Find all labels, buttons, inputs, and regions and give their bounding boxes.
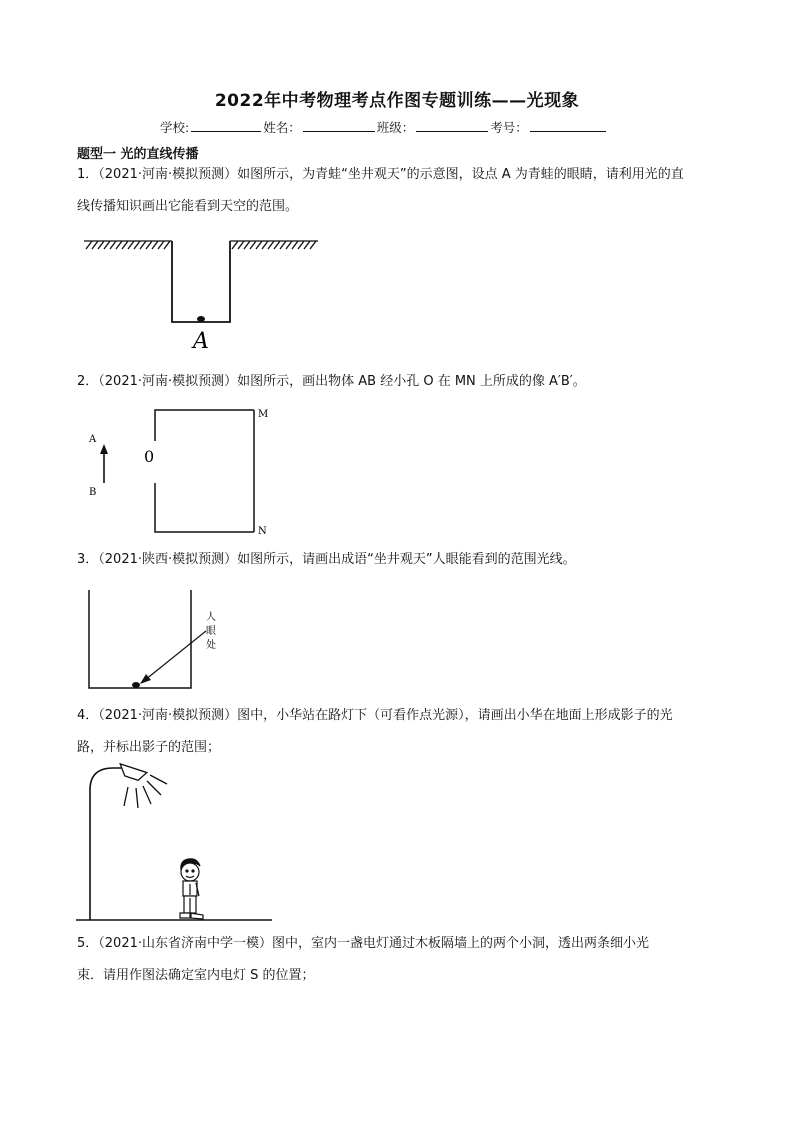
label-n: N [258, 526, 267, 537]
question-5-line-1: 5．（2021·山东省济南中学一模）图中，室内一盏电灯通过木板隔墙上的两个小洞，透出两条细小光 [77, 936, 649, 951]
light-rays [124, 775, 167, 808]
boy-figure [180, 859, 203, 919]
question-4-line-1: 4．（2021·河南·模拟预测）图中，小华站在路灯下（可看作点光源），请画出小华在地面上形成影子的光 [77, 708, 673, 723]
label-b: B [89, 487, 97, 498]
exam-no-label: 考号： [490, 120, 528, 135]
section-heading: 题型一 光的直线传播 [77, 147, 199, 162]
question-2-line-1: 2．（2021·河南·模拟预测）如图所示，画出物体 AB 经小孔 O 在 MN 上所成的像 A′B′。 [77, 374, 586, 389]
label-yan: 眼 [206, 626, 216, 637]
label-m: M [258, 409, 269, 420]
label-ren: 人 [206, 612, 216, 623]
page-title: 2022年中考物理考点作图专题训练——光现象 [214, 91, 580, 111]
school-label: 学校: [160, 120, 190, 135]
label-o: 0 [144, 447, 155, 466]
lamp-pole [90, 768, 124, 920]
question-4-line-2: 路，并标出影子的范围； [77, 740, 221, 755]
question-1-line-2: 线传播知识画出它能看到天空的范围。 [77, 199, 299, 214]
point-a-label: A [193, 329, 209, 354]
question-3-line-1: 3．（2021·陕西·模拟预测）如图所示，请画出成语“坐井观天”人眼能看到的范围光线。 [77, 552, 576, 567]
boy-shoes [180, 913, 203, 919]
question-5-line-2: 束．请用作图法确定室内电灯 S 的位置； [77, 968, 315, 983]
boy-head [181, 863, 199, 881]
question-5 [77, 928, 649, 992]
label-chu: 处 [206, 640, 216, 651]
lamp-head [117, 764, 147, 782]
question-1-line-1: 1．（2021·河南·模拟预测）如图所示，为青蛙“坐井观天”的示意图，设点 A 为青蛙的眼睛，请利用光的直 [77, 167, 684, 182]
label-a: A [89, 434, 97, 445]
name-label: 姓名： [263, 120, 301, 135]
class-label: 班级： [376, 120, 415, 135]
